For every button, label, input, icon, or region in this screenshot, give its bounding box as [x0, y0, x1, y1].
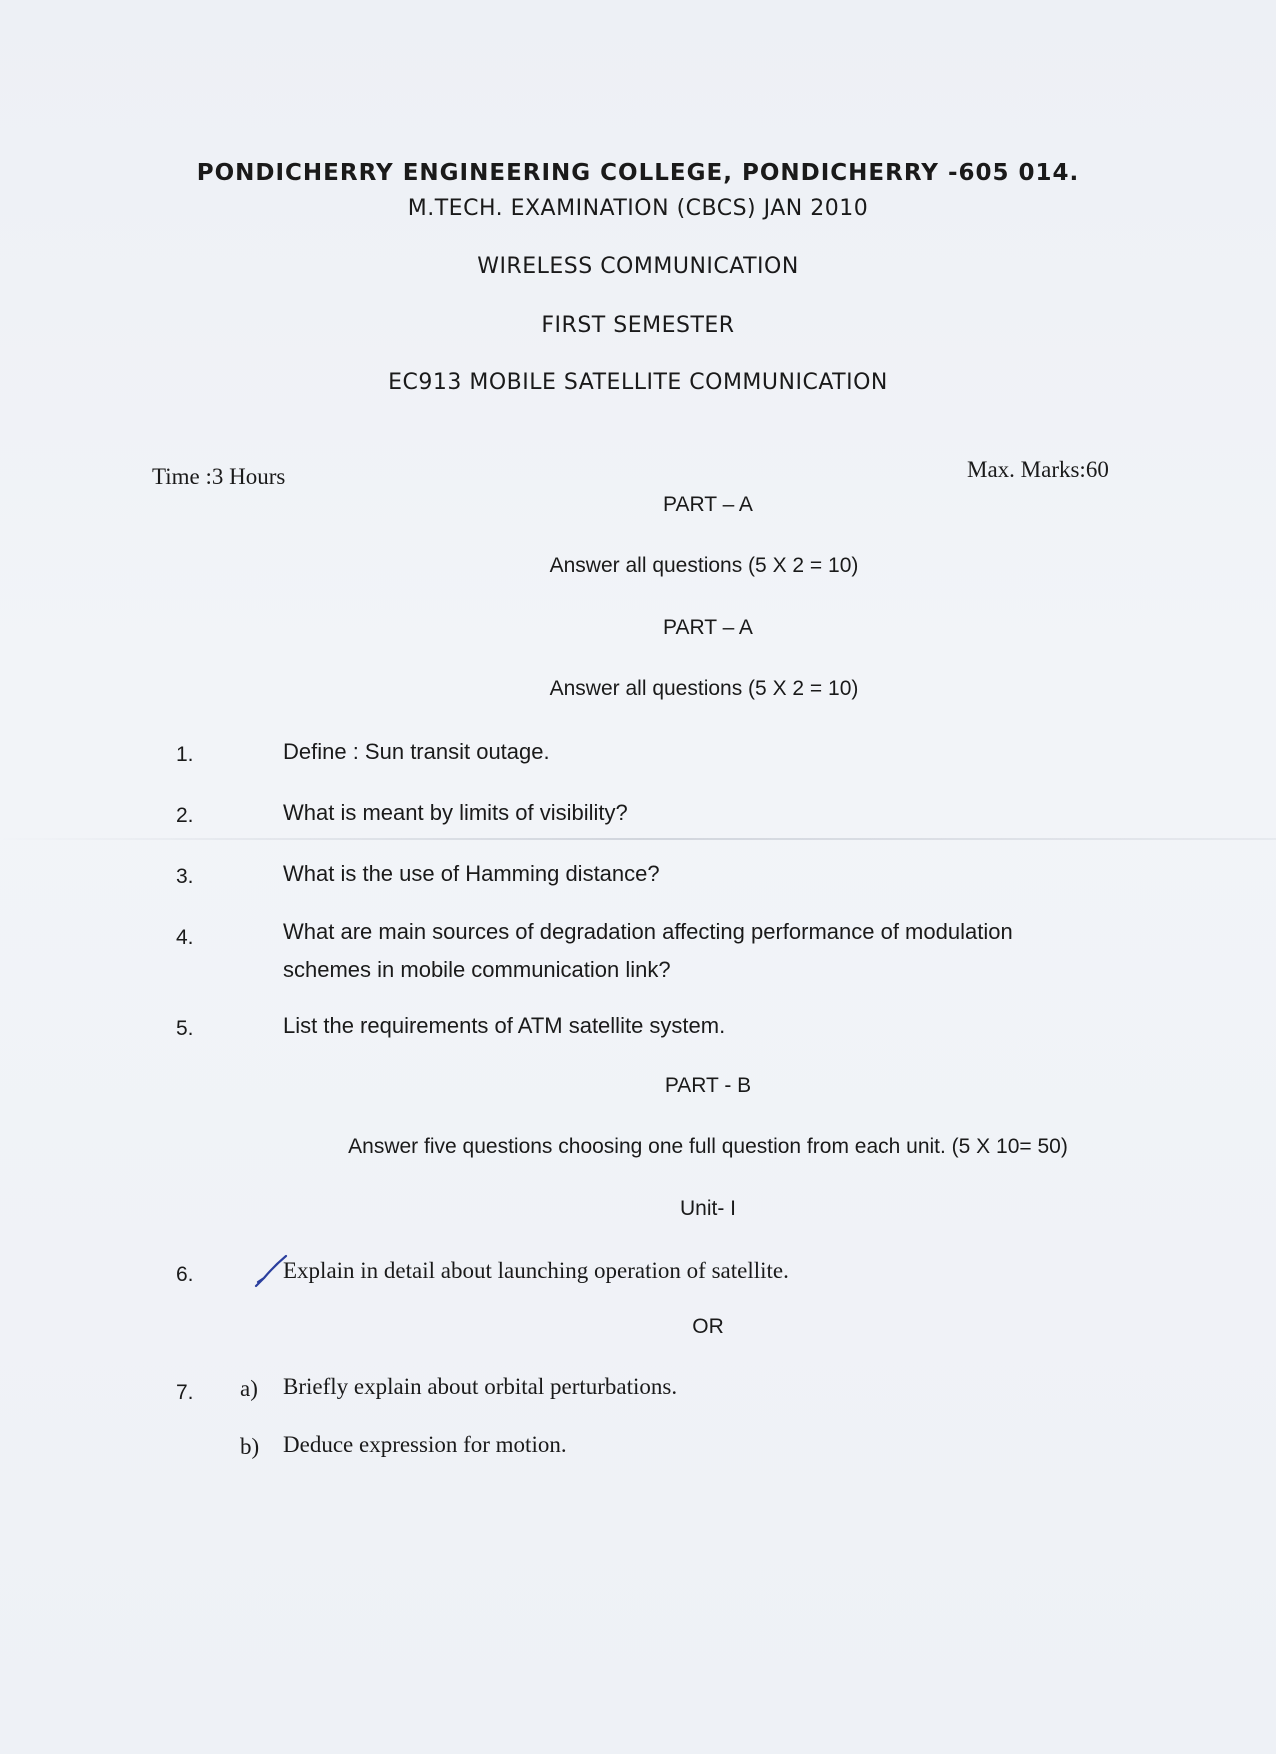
college-title: PONDICHERRY ENGINEERING COLLEGE, PONDICHERRY -605 014.: [196, 160, 1080, 186]
question-text: What is meant by limits of visibility?: [283, 800, 628, 825]
exam-duration: Time :3 Hours: [152, 464, 286, 489]
question-text-continued: schemes in mobile communication link?: [283, 957, 671, 982]
part-a-title-2: PART – A: [663, 616, 753, 639]
part-b-title: PART - B: [664, 1074, 752, 1097]
subquestion-text: Briefly explain about orbital perturbations.: [283, 1374, 678, 1399]
part-a-title-1: PART – A: [663, 493, 753, 516]
question-number: 7.: [176, 1381, 194, 1404]
paper-fold-line: [0, 838, 1276, 840]
question-text: List the requirements of ATM satellite system.: [283, 1013, 726, 1038]
question-text: Explain in detail about launching operation of satellite.: [283, 1258, 789, 1283]
course-title: EC913 MOBILE SATELLITE COMMUNICATION: [388, 370, 888, 395]
or-separator: OR: [692, 1315, 724, 1338]
question-number: 5.: [176, 1017, 194, 1040]
program-title: WIRELESS COMMUNICATION: [477, 254, 799, 279]
question-number: 4.: [176, 926, 194, 949]
part-a-instruction-2: Answer all questions (5 X 2 = 10): [549, 677, 859, 700]
question-number: 6.: [176, 1263, 194, 1286]
part-b-instruction: Answer five questions choosing one full question from each unit. (5 X 10= 50): [348, 1135, 1068, 1158]
max-marks: Max. Marks:60: [967, 457, 1109, 482]
question-text: What is the use of Hamming distance?: [283, 861, 660, 886]
subquestion-text: Deduce expression for motion.: [283, 1432, 567, 1457]
part-a-instruction-1: Answer all questions (5 X 2 = 10): [549, 554, 859, 577]
subquestion-label: b): [240, 1434, 260, 1459]
question-number: 1.: [176, 743, 194, 766]
exam-title: M.TECH. EXAMINATION (CBCS) JAN 2010: [407, 196, 869, 221]
question-text: Define : Sun transit outage.: [283, 739, 550, 764]
question-number: 3.: [176, 865, 194, 888]
semester-title: FIRST SEMESTER: [541, 313, 735, 338]
question-text: What are main sources of degradation affecting performance of modulation: [283, 919, 1013, 944]
subquestion-label: a): [240, 1376, 258, 1401]
question-number: 2.: [176, 804, 194, 827]
unit-1-title: Unit- I: [679, 1197, 736, 1220]
